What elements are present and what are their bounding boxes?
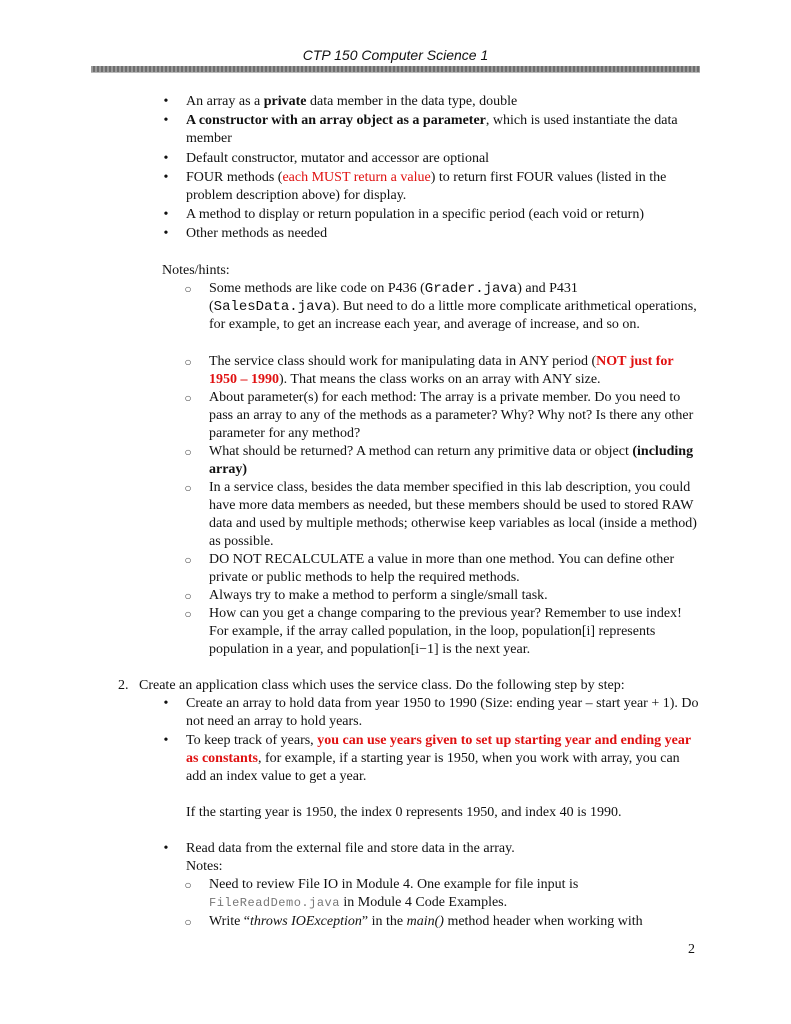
requirement-item: Other methods as needed xyxy=(186,226,328,241)
circle-bullet-icon: ○ xyxy=(184,915,192,929)
step-bullet: Create an array to hold data from year 1950 to 1990 (Size: ending year – start year + 1). Do not need an array to hold years. xyxy=(186,696,699,729)
note-item: About parameter(s) for each method: The array is a private member. Do you need to pass an array to any of the methods as a parameter? Why? Why not? Is there any other parameter for any method? xyxy=(209,390,694,441)
note-item: How can you get a change comparing to the previous year? Remember to use index! For example, if the array called population, in the loop, population[i] represents population in a year, and population[i−1] is the next year. xyxy=(209,606,682,657)
bullet-icon: • xyxy=(163,94,169,109)
bullet-icon: • xyxy=(163,151,169,166)
circle-bullet-icon: ○ xyxy=(184,355,192,369)
circle-bullet-icon: ○ xyxy=(184,553,192,567)
bullet-icon: • xyxy=(163,696,169,711)
subnote-item: Need to review File IO in Module 4. One example for file input is FileReadDemo.java in Module 4 Code Examples. xyxy=(209,877,579,910)
bullet-icon: • xyxy=(163,170,169,185)
bullet-icon: • xyxy=(163,226,169,241)
requirement-item: FOUR methods (each MUST return a value) to return first FOUR values (listed in the problem description above) for display. xyxy=(186,170,667,203)
step-bullet: To keep track of years, you can use years given to set up starting year and ending year as constants, for example, if a starting year is 1950, when you work with array, you can add an index value to get a year. xyxy=(186,733,691,784)
note-item: The service class should work for manipulating data in ANY period (NOT just for 1950 – 1990). That means the class works on an array with ANY size. xyxy=(209,354,674,387)
circle-bullet-icon: ○ xyxy=(184,878,192,892)
bullet-icon: • xyxy=(163,841,169,856)
notes-heading: Notes/hints: xyxy=(162,263,230,278)
header-rule xyxy=(91,66,700,72)
note-item: Always try to make a method to perform a single/small task. xyxy=(209,588,548,603)
requirement-item: A constructor with an array object as a parameter, which is used instantiate the data member xyxy=(186,113,678,146)
note-item: In a service class, besides the data member specified in this lab description, you could have more data members as needed, but these members should be used to stored RAW data and used by multiple methods; otherwise keep variables as local (inside a method) as possible. xyxy=(209,480,697,549)
circle-bullet-icon: ○ xyxy=(184,282,192,296)
note-item: DO NOT RECALCULATE a value in more than one method. You can define other private or public methods to help the required methods. xyxy=(209,552,675,585)
page-header-title: CTP 150 Computer Science 1 xyxy=(302,47,489,63)
note-item: Some methods are like code on P436 (Grader.java) and P431 (SalesData.java). But need to do a little more complicate arithmetical operations, for example, to get an increase each year, and average of increase, and so on. xyxy=(209,281,697,332)
bullet-icon: • xyxy=(163,733,169,748)
bullet-icon: • xyxy=(163,113,169,128)
note-item: What should be returned? A method can return any primitive data or object (including array) xyxy=(209,444,694,477)
bullet-icon: • xyxy=(163,207,169,222)
step-text: Create an application class which uses the service class. Do the following step by step: xyxy=(139,678,625,693)
requirement-item: Default constructor, mutator and accessor are optional xyxy=(186,151,490,166)
circle-bullet-icon: ○ xyxy=(184,589,192,603)
page-number: 2 xyxy=(688,942,695,957)
circle-bullet-icon: ○ xyxy=(184,607,192,621)
circle-bullet-icon: ○ xyxy=(184,481,192,495)
index-note: If the starting year is 1950, the index 0 represents 1950, and index 40 is 1990. xyxy=(186,805,622,820)
requirement-item: An array as a private data member in the data type, double xyxy=(186,94,518,109)
circle-bullet-icon: ○ xyxy=(184,445,192,459)
step-notes-heading: Notes: xyxy=(186,859,223,874)
step-bullet: Read data from the external file and store data in the array. xyxy=(186,841,515,856)
step-number: 2. xyxy=(118,678,129,693)
subnote-item: Write “throws IOException” in the main() method header when working with xyxy=(209,914,643,929)
circle-bullet-icon: ○ xyxy=(184,391,192,405)
requirement-item: A method to display or return population in a specific period (each void or return) xyxy=(186,207,644,222)
